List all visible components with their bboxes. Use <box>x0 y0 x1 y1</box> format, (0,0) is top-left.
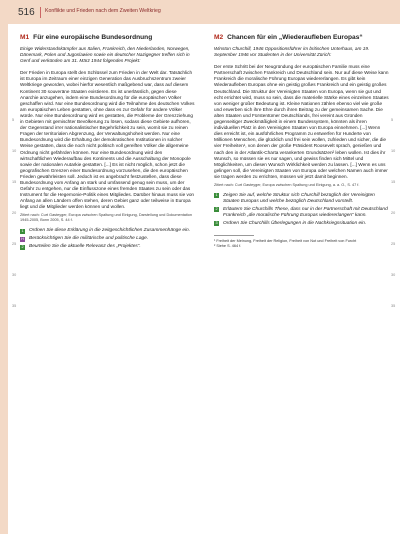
m2-source: Zitiert nach: Curt Gasteyger, Europa zwischen Spaltung und Einigung, a. a. O., S. 47 f. <box>214 182 360 187</box>
footnote-separator <box>214 235 254 236</box>
m1-marker: M1 <box>20 34 30 41</box>
m1-title: Für eine europäische Bundesordnung <box>33 34 153 41</box>
task-text: Ordnen Sie Churchills Überlegungen in die Nachkriegssituation ein. <box>223 220 367 226</box>
m2-intro: Winston Churchill, 1946 Oppositionsführer im britischen Unterhaus, am 19. September 1946 vor Studenten in der Universität Zürich: <box>214 46 370 58</box>
m2-heading <box>214 34 389 41</box>
line-number: 10 <box>391 149 396 153</box>
task-text: Ordnen Sie diese Erklärung in die zeitgeschichtlichen Zusammenhänge ein. <box>29 228 191 234</box>
m2-body: Der erste Schritt bei der Neugründung der europäischen Familie muss eine Partnerschaft zwischen Frankreich und Deutschland sein. Nur auf diese Weise kann Frankreich die moralische Führung Europas wiedererlangen. Es gibt kein Wiederaufleben Europas ohne ein geistig großes Frankreich und ein geistig großes Deutschland. Die Struktur der Vereinigten Staaten von Europa, wenn sie gut und echt errichtet wird, muss so sein, dass die materielle Stärke eines einzelnen Staates von weniger großer Bedeutung ist. Kleine Nationen zählen ebenso viel wie große und erwerben sich ihre Ehre durch ihren Beitrag zu der gemeinsamen Sache. Die alten Staaten und Fürstentümer Deutschlands, frei vereint aus Gründen gegenseitiger Zweckmäßigkeit in einem Bundessystem, könnten als ihren individuellen Platz in den Vereinigten Staaten von Europa einnehmen. [...] Wenn dies erreicht ist, ein ausführliches Programm zu entwerfen für Hunderte von Millionen Menschen, die glücklich und frei sein wollen, zufrieden und sicher, die die vier Freiheiten¹, von denen der große Präsident Roosevelt sprach, genießen und nach den in der Atlantik-Charta verankerten Grundsätzen² leben wollen. Ist dies ihr Wunsch, so müssen sie es nur sagen, und gewiss finden sich Mittel und Möglichkeiten, um diesen Wunsch Wirklichkeit werden zu lassen. [...] Wenn es uns gelingen soll, die Vereinigten Staaten von Europa oder welchen Namen auch immer sie tragen werden zu errichten, müssen wir jetzt damit beginnen. <box>214 64 389 179</box>
m1-intro: Einige Widerstandskämpfer aus Italien, Frankreich, den Niederlanden, Norwegen, Dänemark, Polen und Jugoslawien sowie ein deutscher Nazigegner treffen sich in Genf und verkünden am 31. März 1944 folgendes Projekt: <box>20 46 190 64</box>
page-header <box>8 0 400 24</box>
line-number: 10 <box>12 149 17 153</box>
m2-task-2 <box>214 207 389 219</box>
line-number: 25 <box>12 242 17 246</box>
page-edge-bar <box>0 0 8 534</box>
m1-column <box>20 34 195 252</box>
line-number: 15 <box>12 180 17 184</box>
task-text: Beurteilen Sie die aktuelle Relevanz des „Projektes“. <box>29 244 141 250</box>
m1-task-hint <box>20 236 195 242</box>
line-number: 20 <box>391 211 396 215</box>
m2-task-1 <box>214 193 389 205</box>
line-number: 35 <box>391 304 396 308</box>
footnote-2: ² Siehe S. 464 f. <box>214 243 242 248</box>
m1-body: Der Frieden in Europa stellt den Schlüssel zum Frieden in der Welt dar. Tatsächlich ist Europa im Zeitraum einer einzigen Generation das Ausbruchszentrum zweier Weltkriege geworden, wobei hierfür wesentlich maßgebend war, dass auf diesem Kontinent 30 souveräne Staaten existieren. Es ist unerlässlich, gegen diese Anarchie anzugehen, indem eine Bundesordnung für die europäischen Völker geschaffen wird. Nur eine Bundesordnung wird die Teilnahme des deutschen Volkes am europäischen Leben gestatten, ohne dass es zur Gefahr für andere Völker würde. Nur eine Bundesordnung wird es gestatten, die Probleme der Grenzziehung in Gebieten mit gemischter Bevölkerung zu lösen, sodass diese Gebiete aufhören, der Gegenstand irrer nationalistischer Begehrlichkeit zu sein, womit sie zu reinen Fragen der territorialen Abgrenzung, der Verwaltungshoheit werden. Nur eine Bundesordnung wird die Erhaltung der demokratischen Institutionen in solcher Weise gestatten, dass die noch nicht politisch voll gereiften Völker die allgemeine Ordnung nicht gefährden können. Nur eine Bundesordnung wird den wirtschaftlichen Wiederaufbau des Kontinents und die Ausschaltung der Monopole sowie der nationalen Autarkie gestatten. [...] Es ist nicht möglich, schon jetzt die geografischen Grenzen einer Bundesordnung vorzusehen, die den europäischen Frieden gewährleisten soll. Jedoch ist es angebracht festzustellen, dass diese Bundesordnung vom Anfang an stark und umfassend genug sein muss, um der Gefahr zu entgehen, nur die Einflusszone eines fremden Staates zu sein oder das Instrument für die Hegemonie-Politik eines Mitgliedes. Darüber hinaus muss sie von Anfang an allen Ländern offen stehen, deren Gebiet ganz oder teilweise in Europa liegt und die Mitglieder werden können und wollen. <box>20 70 195 210</box>
m1-task-2 <box>20 244 195 250</box>
line-number: 25 <box>391 242 396 246</box>
header-divider <box>40 7 41 18</box>
m2-column <box>214 34 389 248</box>
chapter-title: Konflikte und Frieden nach dem Zweiten Weltkrieg <box>45 8 161 14</box>
m2-title: Chancen für ein „Wiederaufleben Europas“ <box>227 34 363 41</box>
task-text: Berücksichtigen Sie die militärische und politische Lage. <box>29 236 149 242</box>
task-text: Zeigen Sie auf, welche Struktur sich Churchill bezüglich der Vereinigten Staaten Europas und welche bezüglich Deutschland vorstellt. <box>223 192 375 204</box>
line-number: 30 <box>391 273 396 277</box>
task-number-badge: 1 <box>21 228 24 233</box>
m2-marker: M2 <box>214 34 224 41</box>
task-number-badge: 2 <box>21 244 24 249</box>
page-number: 516 <box>18 7 35 18</box>
m2-task-3 <box>214 221 389 227</box>
m1-heading <box>20 34 195 41</box>
line-number: 15 <box>391 180 396 184</box>
line-number: 5 <box>391 118 394 122</box>
task-text: Erläutern Sie Churchills These, dass nur in der Partnerschaft mit Deutschland Frankreich „die moralische Führung Europas wiedererlangen“ kann. <box>223 206 388 218</box>
hint-badge: H <box>21 236 24 241</box>
task-number-badge: 3 <box>215 221 218 226</box>
m1-task-1 <box>20 228 195 234</box>
m1-source: Zitiert nach: Curt Gasteyger, Europa zwischen Spaltung und Einigung, Darstellung und Dokumentation 1945-2005, Bonn 2005, S. 44 f. <box>20 213 193 223</box>
line-number: 35 <box>12 304 17 308</box>
line-number: 20 <box>12 211 17 215</box>
line-number: 30 <box>12 273 17 277</box>
task-number-badge: 1 <box>215 193 218 198</box>
task-number-badge: 2 <box>215 207 218 212</box>
footnote-1: ¹ Freiheit der Meinung, Freiheit der Religion, Freiheit von Not und Freiheit von Furcht <box>214 238 357 243</box>
line-number: 5 <box>12 118 15 122</box>
